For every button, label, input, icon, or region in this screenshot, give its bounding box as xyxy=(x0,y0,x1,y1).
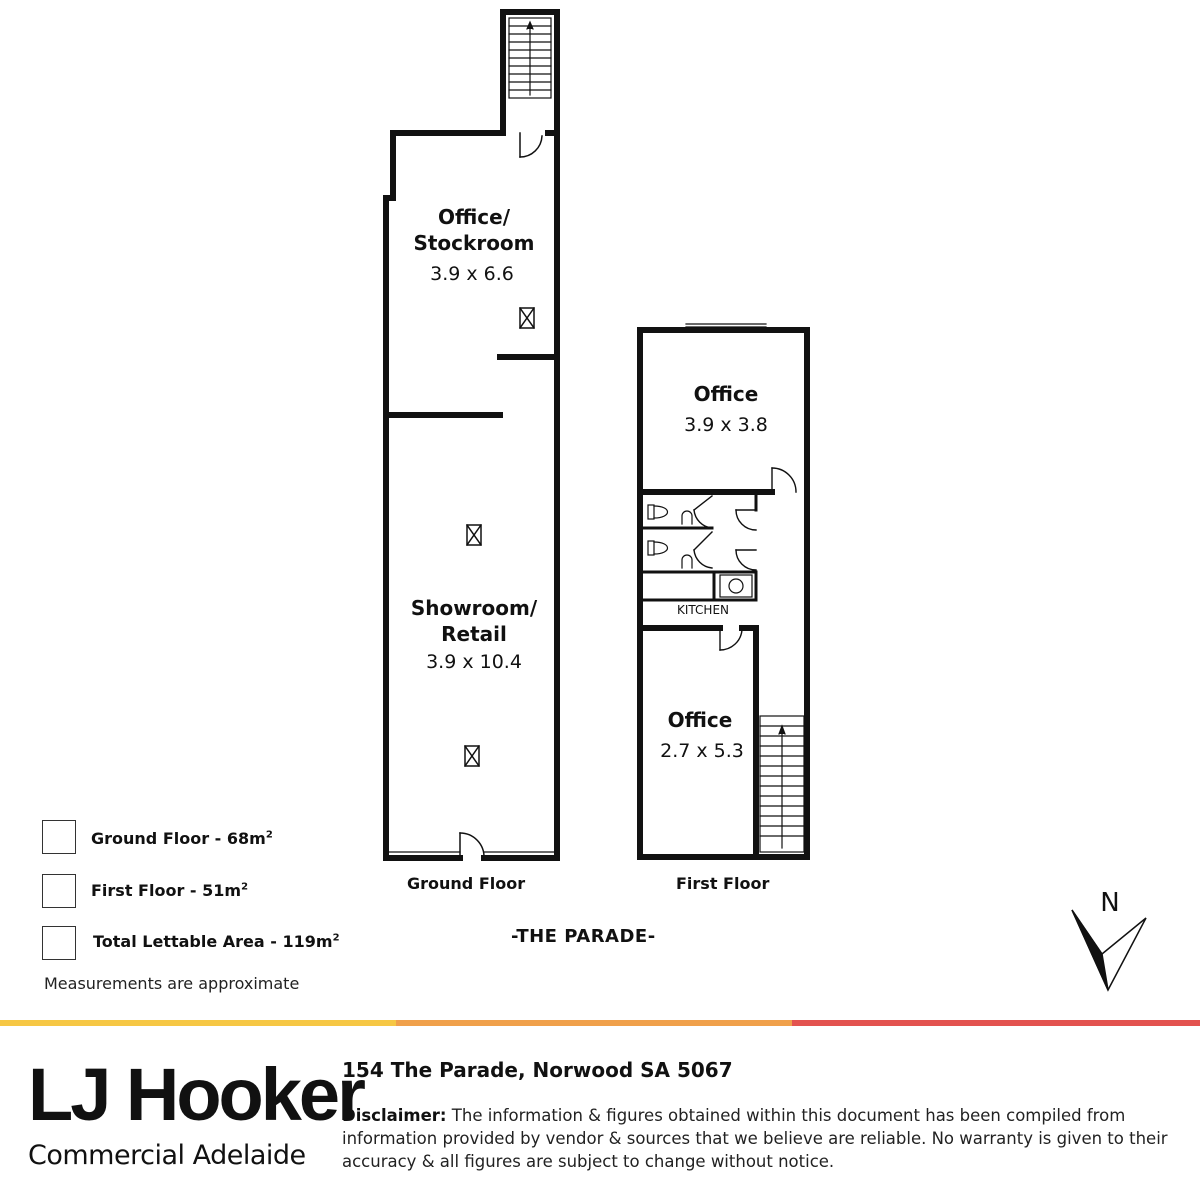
legend-box xyxy=(42,820,76,854)
room-name-line2: Stockroom xyxy=(413,231,535,255)
legend-box xyxy=(42,926,76,960)
first-floor-label: First Floor xyxy=(676,874,770,893)
legend-sup: 2 xyxy=(332,932,340,944)
room-dims: 2.7 x 5.3 xyxy=(660,740,744,762)
ground-staircase xyxy=(509,18,551,98)
compass-icon xyxy=(1072,910,1146,990)
room-name-line1: Showroom/ xyxy=(410,596,538,620)
room-name-line1: Office/ xyxy=(437,205,511,229)
ground-floor-label: Ground Floor xyxy=(407,874,526,893)
fixture-showroom-2 xyxy=(465,746,479,766)
room-dims: 3.9 x 6.6 xyxy=(430,263,514,285)
color-band-divider xyxy=(0,1020,1200,1026)
ground-floor-walls xyxy=(386,12,557,858)
brand-subtitle: Commercial Adelaide xyxy=(28,1140,306,1171)
legend-total xyxy=(93,932,340,951)
legend-label: Total Lettable Area - 119m xyxy=(93,932,333,951)
ground-entry-door xyxy=(460,833,484,858)
room-name-line2: Retail xyxy=(441,622,507,646)
room-dims: 3.9 x 3.8 xyxy=(684,414,768,436)
legend-sup: 2 xyxy=(265,829,273,841)
toilets xyxy=(648,505,692,568)
first-staircase xyxy=(760,716,804,852)
legend-box xyxy=(42,874,76,908)
legend-sup: 2 xyxy=(241,881,249,893)
compass-north-label: N xyxy=(1100,888,1120,918)
rear-door xyxy=(520,133,542,157)
disclaimer-text: The information & figures obtained within this document has been compiled from information provided by vendor & sources that we believe are reliable. No warranty is given to their accuracy & all figures are subject to change without notice. xyxy=(342,1106,1168,1171)
measurement-note: Measurements are approximate xyxy=(44,974,300,993)
first-window xyxy=(686,324,766,327)
room-name-line1: Office xyxy=(667,708,733,732)
disclaimer-label: Disclaimer: xyxy=(342,1106,447,1125)
room-dims: 3.9 x 10.4 xyxy=(426,651,522,673)
kitchen-sink xyxy=(720,575,752,597)
room-name-line1: Office xyxy=(693,382,759,406)
legend-label: First Floor - 51m xyxy=(91,881,242,900)
legend-first xyxy=(91,881,248,900)
first-floor-inner-walls xyxy=(643,492,756,600)
first-doors xyxy=(694,468,796,650)
legend-ground xyxy=(91,829,273,848)
street-label: -THE PARADE- xyxy=(511,926,656,947)
disclaimer xyxy=(342,1104,1182,1173)
fixture-stockroom xyxy=(520,308,534,328)
brand-logo: LJ Hooker xyxy=(28,1053,363,1136)
legend-label: Ground Floor - 68m xyxy=(91,829,266,848)
kitchen-label: KITCHEN xyxy=(677,603,729,617)
fixture-showroom-1 xyxy=(467,525,481,545)
property-address: 154 The Parade, Norwood SA 5067 xyxy=(342,1058,733,1082)
